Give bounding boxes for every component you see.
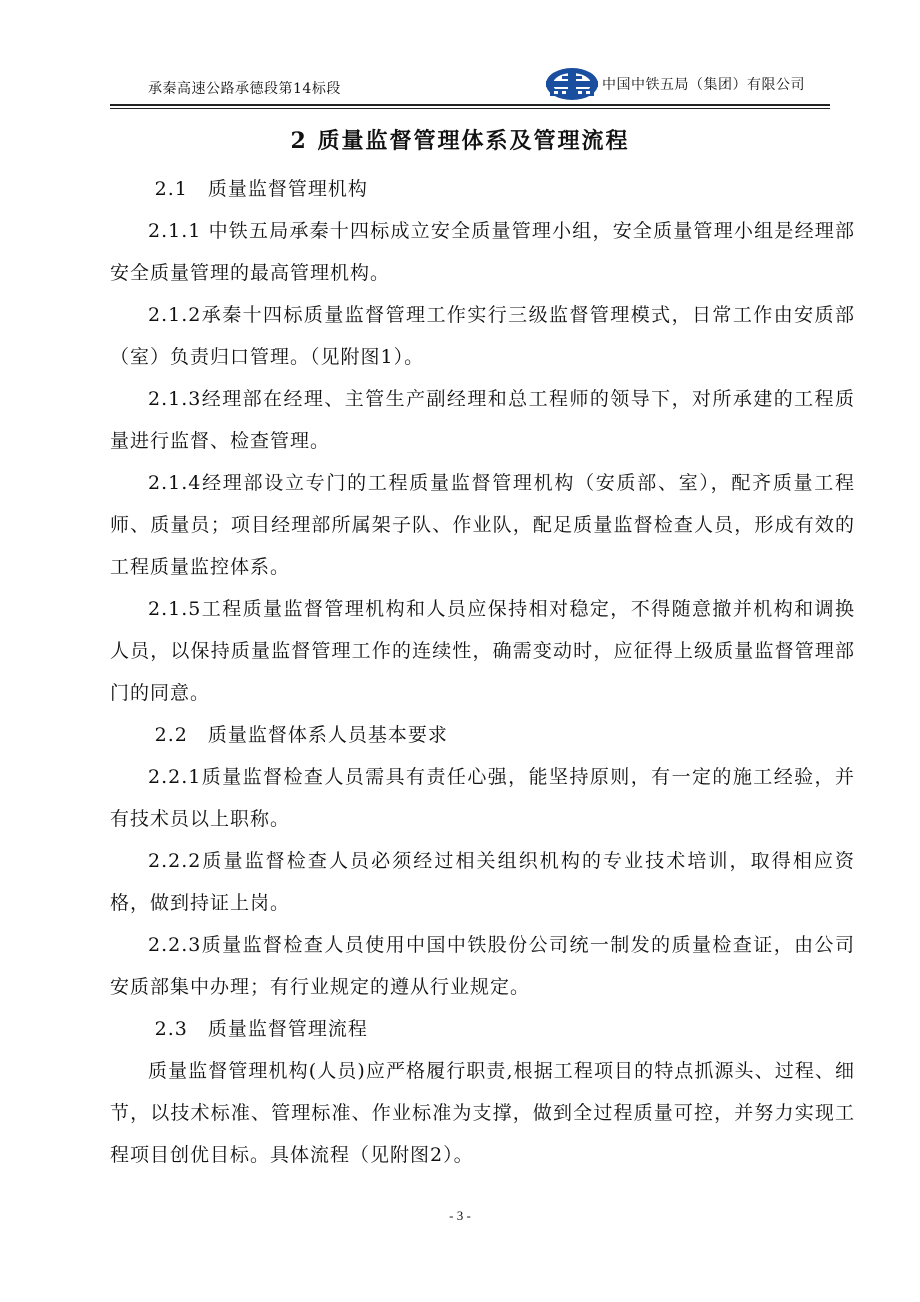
section-2-2-heading: 2.2 质量监督体系人员基本要求 bbox=[154, 724, 448, 746]
header-rule-thin bbox=[110, 108, 830, 109]
page-header bbox=[0, 0, 920, 110]
paragraph-2-1-3: 2.1.3经理部在经理、主管生产副经理和总工程师的领导下，对所承建的工程质量进行监督、检查管理。 bbox=[110, 388, 855, 452]
section-2-3-heading: 2.3 质量监督管理流程 bbox=[154, 1018, 368, 1040]
paragraph-2-2-3: 2.2.3质量监督检查人员使用中国中铁股份公司统一制发的质量检查证，由公司安质部集中办理；有行业规定的遵从行业规定。 bbox=[110, 934, 855, 998]
document-body bbox=[110, 168, 855, 1176]
paragraph-2-2-1: 2.2.1质量监督检查人员需具有责任心强，能坚持原则，有一定的施工经验，并有技术员以上职称。 bbox=[110, 766, 855, 830]
crec-logo-icon bbox=[544, 66, 600, 102]
page-number: - 3 - bbox=[449, 1208, 471, 1223]
paragraph-2-3-body: 质量监督管理机构(人员)应严格履行职责,根据工程项目的特点抓源头、过程、细节，以技术标准、管理标准、作业标准为支撑，做到全过程质量可控，并努力实现工程项目创优目标。具体流程（见附图2）。 bbox=[110, 1060, 855, 1166]
section-2-1-heading: 2.1 质量监督管理机构 bbox=[154, 178, 368, 200]
company-block bbox=[544, 64, 805, 104]
paragraph-2-1-1: 2.1.1 中铁五局承秦十四标成立安全质量管理小组，安全质量管理小组是经理部安全质量管理的最高管理机构。 bbox=[110, 220, 855, 284]
paragraph-2-1-4: 2.1.4经理部设立专门的工程质量监督管理机构（安质部、室），配齐质量工程师、质量员；项目经理部所属架子队、作业队，配足质量监督检查人员，形成有效的工程质量监控体系。 bbox=[110, 472, 855, 578]
header-rule-thick bbox=[110, 104, 830, 106]
paragraph-2-1-5: 2.1.5工程质量监督管理机构和人员应保持相对稳定，不得随意撤并机构和调换人员，以保持质量监督管理工作的连续性，确需变动时，应征得上级质量监督管理部门的同意。 bbox=[110, 598, 855, 704]
company-name: 中国中铁五局（集团）有限公司 bbox=[602, 77, 805, 93]
paragraph-2-1-2: 2.1.2承秦十四标质量监督管理工作实行三级监督管理模式，日常工作由安质部（室）负责归口管理。（见附图1）。 bbox=[110, 304, 855, 368]
project-name: 承秦高速公路承德段第14标段 bbox=[148, 81, 341, 97]
page-title: 2 质量监督管理体系及管理流程 bbox=[290, 128, 630, 154]
paragraph-2-2-2: 2.2.2质量监督检查人员必须经过相关组织机构的专业技术培训，取得相应资格，做到持证上岗。 bbox=[110, 850, 855, 914]
